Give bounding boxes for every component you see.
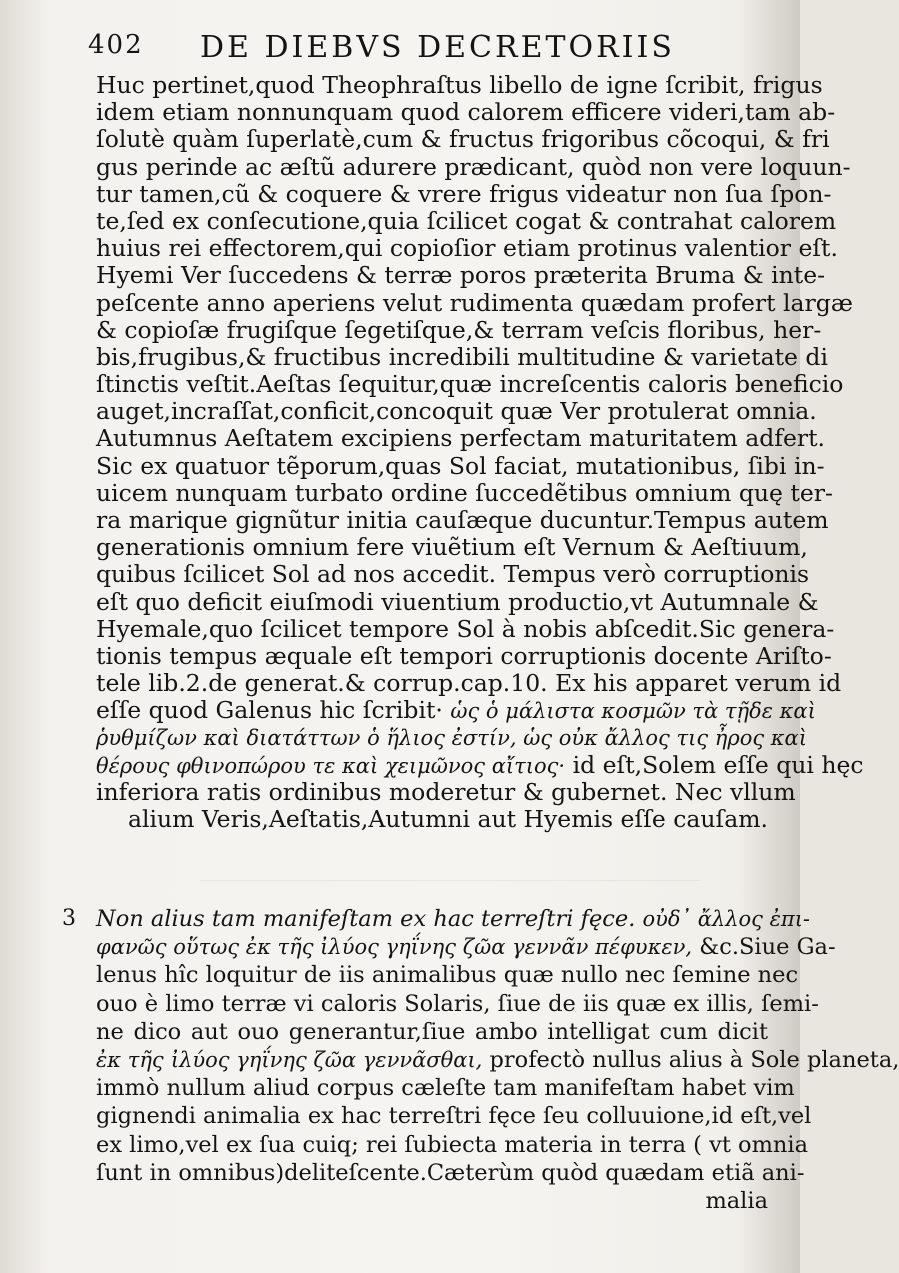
text-line: Huc pertinet,quod Theophraſtus libello de igne ſcribit, frigus [96, 71, 823, 99]
text-line: ne dico aut ouo generantur,ſiue ambo intelligat cum dicit [96, 1018, 768, 1045]
greek-quote-line-2: ῥυθμίζων καὶ διατάττων ὁ ἥλιος ἐστίν, ὡς οὐκ ἄλλος τις ἦρος καὶ [96, 725, 807, 750]
text-line: generationis omnium fere viuẽtium eſt Vernum & Aeſtiuum, [96, 533, 808, 562]
text-line: inferiora ratis ordinibus moderetur & gubernet. Nec vllum [96, 777, 796, 806]
running-title: DE DIEBVS DECRETORIIS [200, 30, 675, 65]
page-header [88, 30, 728, 70]
latin-text: eſſe quod Galenus hic ſcribit· [96, 696, 443, 725]
text-line: huius rei effectorem,qui copioſior etiam protinus valentior eſt. [96, 234, 838, 263]
page-number: 402 [88, 30, 144, 60]
paragraph-1-lines [96, 71, 853, 698]
text-line: Sic ex quatuor tẽporum,quas Sol faciat, mutationibus, ſibi in- [96, 451, 825, 480]
text-line: quibus ſcilicet Sol ad nos accedit. Tempus verò corruptionis [96, 560, 810, 589]
margin-note-number: 3 [62, 906, 76, 931]
text-line: lenus hîc loquitur de iis animalibus quæ nullo nec ſemine nec [96, 962, 799, 989]
text-line: Hyemale,quo ſcilicet tempore Sol à nobis abſcedit.Sic genera- [96, 614, 835, 643]
text-line: auget,incraſſat,conficit,concoquit quæ Ver protulerat omnia. [96, 397, 817, 426]
latin-text: &c.Siue Ga- [699, 934, 836, 961]
text-line: tele lib.2.de generat.& corrup.cap.10. Ex his apparet verum id [96, 669, 842, 698]
greek-quote-line-3 [96, 750, 864, 779]
paragraph-1 [96, 71, 864, 834]
section-divider [200, 880, 700, 889]
greek-text: φανῶς οὕτως ἐκ τῆς ἰλύος γηΐνης ζῶα γεννᾶν πέφυκεν, [96, 935, 693, 960]
greek-quote-line-1 [96, 696, 816, 725]
text-line: Autumnus Aeſtatem excipiens perfectam maturitatem adfert. [96, 424, 826, 453]
text-line: & copioſæ frugiſque ſegetiſque,& terram veſcis floribus, her- [96, 315, 822, 344]
text-line: gignendi animalia ex hac terreſtri fęce ſeu colluuione,id eſt,vel [96, 1103, 812, 1130]
text-line: alium Veris,Aeſtatis,Autumni aut Hyemis eſſe cauſam. [127, 805, 768, 834]
text-line: ex limo,vel ex ſua cuiq; rei ſubiecta materia in terra ( vt omnia [96, 1131, 809, 1158]
catchword: malia [705, 1187, 768, 1214]
text-line: gus perinde ac æſtũ adurere prædicant, quòd non vere loquun- [96, 152, 851, 181]
text-line: idem etiam nonnunquam quod calorem efficere videri,tam ab- [96, 98, 836, 127]
text-line: eſt quo deficit eiuſmodi viuentium productio,vt Autumnale & [96, 587, 819, 616]
greek-text: ἰλύος γηΐνης ζῶα γεννᾶσθαι, [170, 1047, 483, 1072]
latin-text: profectò nullus alius à Sole planeta, [489, 1046, 899, 1073]
text-line: peſcente anno aperiens velut rudimenta quædam profert largæ [96, 288, 853, 317]
text-line: ſunt in omnibus)deliteſcente.Cæterùm quòd quædam etiã ani- [96, 1159, 805, 1186]
greek-text: ἐκ τῆς [96, 1047, 164, 1072]
text-line: uicem nunquam turbato ordine ſuccedẽtibus omnium quę ter- [96, 478, 833, 507]
text-line: tur tamen,cũ & coquere & vrere frigus videatur non ſua ſpon- [96, 179, 832, 208]
text-line: ra marique gignũtur initia cauſæque ducuntur.Tempus autem [96, 506, 829, 534]
greek-text: ὡς ὁ μάλιστα κοσμῶν τὰ τῇδε καὶ [450, 699, 816, 724]
text-line: immò nullum aliud corpus cæleſte tam manifeſtam habet vim [96, 1075, 795, 1102]
text-line: ſolutè quàm ſuperlatè,cum & fructus frigoribus cõcoqui, & fri [96, 125, 830, 154]
text-line: bis,frugibus,& fructibus incredibili multitudine & varietate di [96, 342, 828, 371]
greek-text: θέρους φθινοπώρου τε καὶ χειμῶνος αἴτιος· [96, 753, 566, 778]
lemma-latin: Non alius tam manifeſtam ex hac terreſtri fęce. [96, 906, 636, 932]
greek-line [96, 1046, 899, 1074]
lemma-greek: οὐδ᾽ ἄλλος ἐπι- [642, 907, 811, 931]
paragraph-2 [96, 905, 899, 1215]
lemma-line [96, 905, 811, 933]
text-line: tionis tempus æquale eſt tempori corruptionis docente Ariſto- [96, 641, 832, 670]
text-line: ſtinctis veſtit.Aeſtas ſequitur,quæ increſcentis caloris beneficio [96, 370, 844, 399]
greek-line [96, 933, 836, 961]
text-line: Hyemi Ver ſuccedens & terræ poros præterita Bruma & inte- [96, 261, 826, 290]
text-line: te,ſed ex conſecutione,quia ſcilicet cogat & contrahat calorem [96, 206, 837, 235]
text-line: ouo è limo terræ vi caloris Solaris, ſiue de iis quæ ex illis, ſemi- [96, 990, 819, 1017]
latin-text: id eſt,Solem eſſe qui hęc [572, 750, 864, 779]
